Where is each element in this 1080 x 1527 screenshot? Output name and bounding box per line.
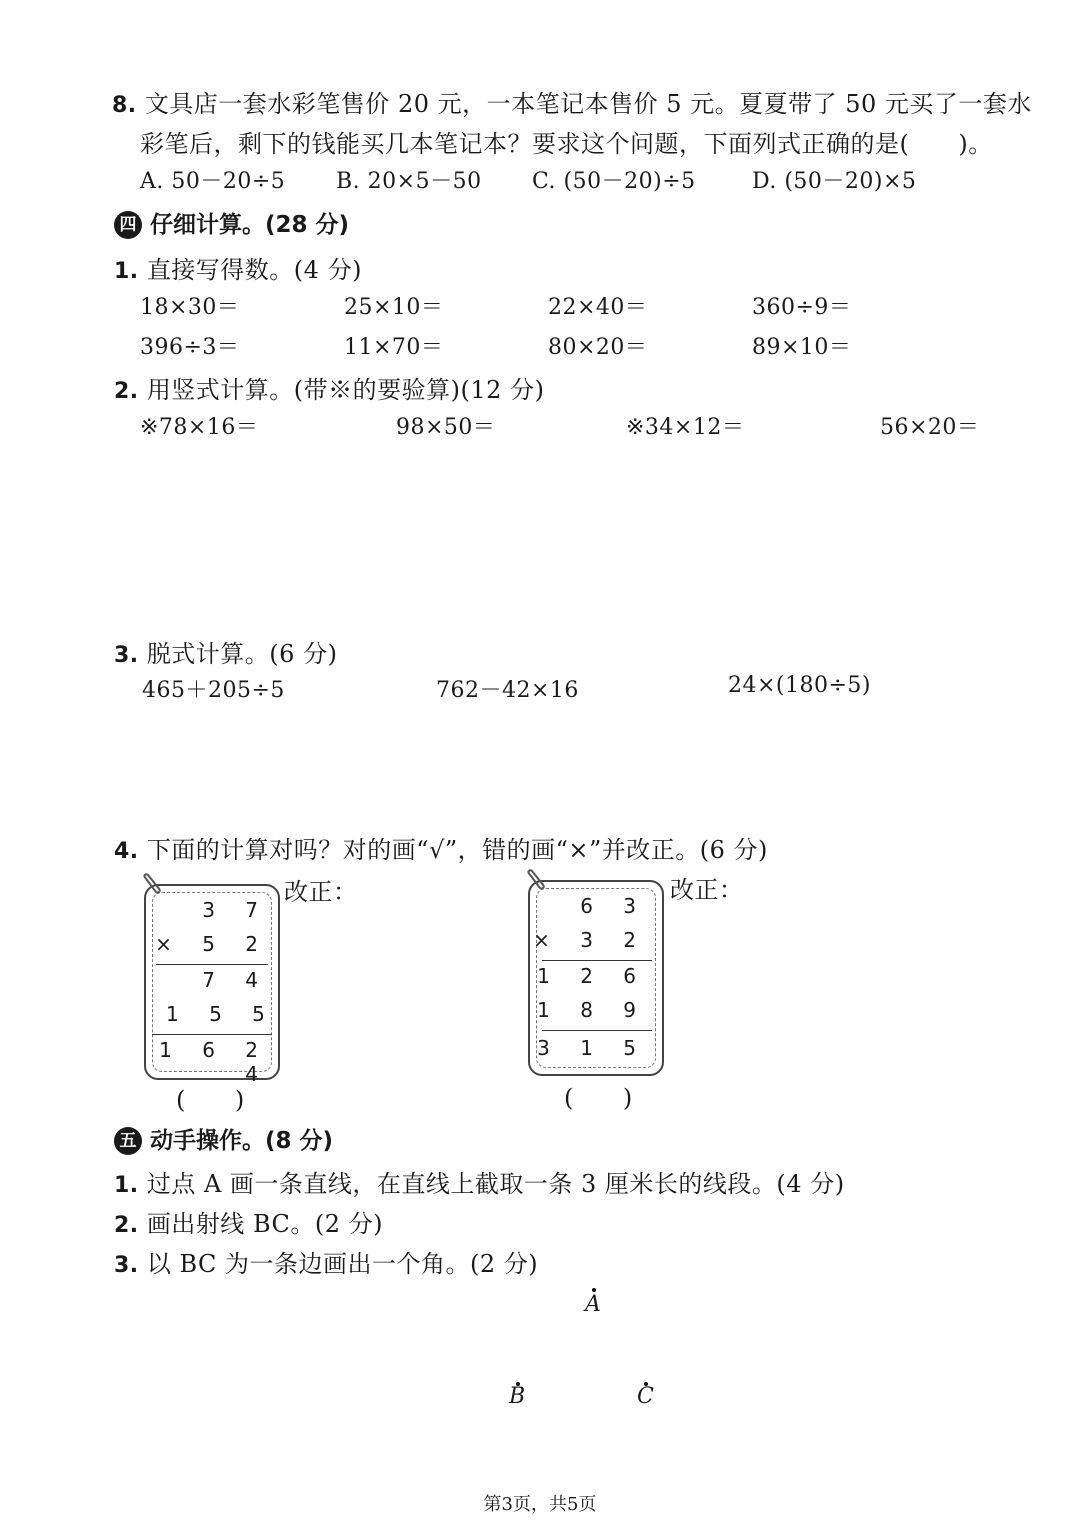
s4-q2-title: 用竖式计算。(带※的要验算)(12 分) <box>146 376 545 404</box>
s4-q2-item: ※34×12＝ <box>626 415 745 440</box>
s5-q2-text: 画出射线 BC。(2 分) <box>146 1210 384 1238</box>
s4-q1-item: 22×40＝ <box>548 295 648 320</box>
s4-q2-item: ※78×16＝ <box>140 415 259 440</box>
s5-q3-number: 3. <box>114 1253 139 1278</box>
section4-badge: 四 <box>114 211 142 239</box>
s4-q3-number: 3. <box>114 643 139 668</box>
calc-divider <box>152 1034 272 1035</box>
s4-q1-item: 89×10＝ <box>752 335 852 360</box>
q8-option-c: C. (50－20)÷5 <box>532 169 696 194</box>
calc-row: × 5 2 <box>155 932 270 956</box>
s4-q3-heading <box>114 634 337 669</box>
s5-q1-number: 1. <box>114 1173 139 1198</box>
calc-row: 7 4 <box>202 968 270 992</box>
calc-divider <box>156 964 268 965</box>
s4-q2-item: 56×20＝ <box>880 415 980 440</box>
calc-row: 3 1 5 <box>537 1036 648 1060</box>
calc-divider <box>542 960 652 961</box>
s4-q3-item: 762－42×16 <box>436 678 579 703</box>
q8-text-line2: 彩笔后，剩下的钱能买几本笔记本？要求这个问题，下面列式正确的是( )。 <box>140 130 993 158</box>
calc-row: × 3 2 <box>533 928 648 952</box>
correction-label-1: 改正： <box>284 878 358 906</box>
q8-text-line1: 文具店一套水彩笔售价 20 元，一本笔记本售价 5 元。夏夏带了 50 元买了一套水 <box>144 90 1032 118</box>
s5-q2-number: 2. <box>114 1213 139 1238</box>
s4-q3-item: 465＋205÷5 <box>142 678 285 703</box>
s4-q2-heading <box>114 370 544 405</box>
section4-heading <box>114 206 349 239</box>
q8-line1 <box>112 84 1032 119</box>
q8-option-b: B. 20×5－50 <box>336 169 482 194</box>
section5-heading <box>114 1122 333 1155</box>
page-footer: 第3页，共5页 <box>483 1494 597 1515</box>
s4-q3-item: 24×(180÷5) <box>728 673 872 698</box>
s5-q2 <box>114 1204 383 1239</box>
answer-paren-2: ( ) <box>564 1084 633 1112</box>
s4-q1-heading <box>114 250 362 285</box>
calc-row: 1 2 6 <box>537 964 648 988</box>
s4-q1-title: 直接写得数。(4 分) <box>146 256 362 284</box>
point-c-label: C <box>637 1384 654 1409</box>
calc-row: 1 8 9 <box>537 998 648 1022</box>
s4-q1-item: 11×70＝ <box>344 335 444 360</box>
calc-row: 3 7 <box>202 898 270 922</box>
q8-number: 8. <box>112 93 137 118</box>
s5-q3 <box>114 1244 538 1279</box>
section5-title: 动手操作。(8 分) <box>150 1128 334 1154</box>
calc-row: 1 5 5 <box>166 1002 277 1026</box>
point-a-label: A <box>585 1292 601 1317</box>
calc-divider <box>542 1030 652 1031</box>
s4-q4-heading <box>114 830 768 865</box>
s4-q1-item: 18×30＝ <box>140 295 240 320</box>
s4-q1-item: 360÷9＝ <box>752 295 852 320</box>
section5-badge: 五 <box>114 1127 142 1155</box>
s5-q1 <box>114 1164 845 1199</box>
s4-q1-item: 396÷3＝ <box>140 335 240 360</box>
calc-row: 6 3 <box>580 894 648 918</box>
answer-paren-1: ( ) <box>176 1086 245 1114</box>
s5-q1-text: 过点 A 画一条直线，在直线上截取一条 3 厘米长的线段。(4 分) <box>146 1170 845 1198</box>
s4-q2-number: 2. <box>114 379 139 404</box>
q8-option-d: D. (50－20)×5 <box>752 169 917 194</box>
q8-option-a: A. 50－20÷5 <box>140 169 286 194</box>
s4-q1-item: 80×20＝ <box>548 335 648 360</box>
vertical-calc-card-1 <box>144 884 280 1086</box>
s4-q1-item: 25×10＝ <box>344 295 444 320</box>
s4-q4-number: 4. <box>114 839 139 864</box>
calc-row: 1 6 2 4 <box>159 1038 270 1086</box>
correction-label-2: 改正： <box>670 876 744 904</box>
paperclip-icon <box>522 868 548 894</box>
s4-q4-title: 下面的计算对吗？对的画“√”，错的画“×”并改正。(6 分) <box>146 836 768 864</box>
s4-q1-number: 1. <box>114 259 139 284</box>
paperclip-icon <box>138 872 164 898</box>
s4-q2-item: 98×50＝ <box>396 415 496 440</box>
s4-q3-title: 脱式计算。(6 分) <box>146 640 338 668</box>
s5-q3-text: 以 BC 为一条边画出一个角。(2 分) <box>146 1250 539 1278</box>
vertical-calc-card-2 <box>528 880 664 1076</box>
section4-title: 仔细计算。(28 分) <box>150 212 350 238</box>
point-b-label: B <box>509 1384 526 1409</box>
